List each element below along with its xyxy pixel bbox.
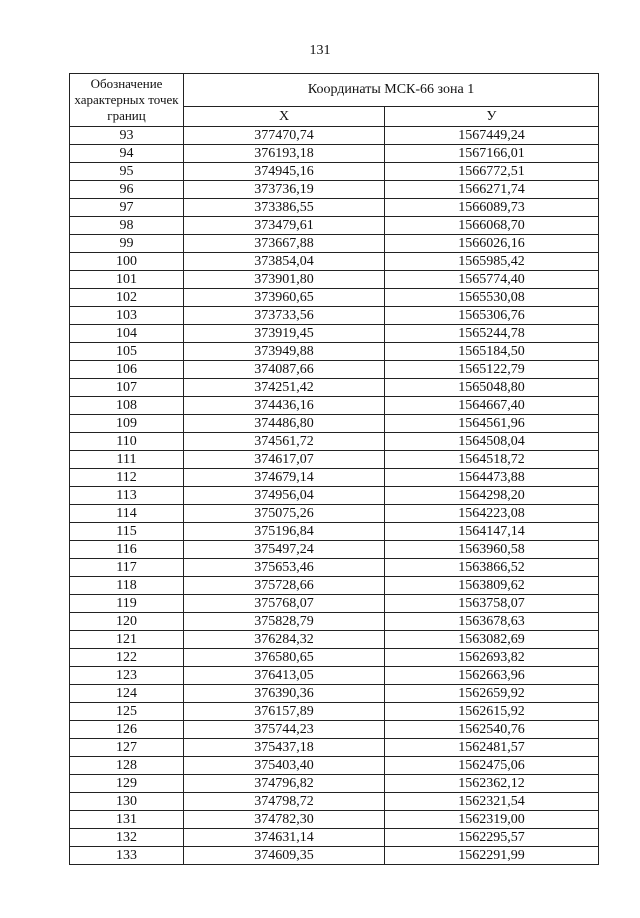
table-row bbox=[70, 829, 599, 847]
x-coordinate-cell: 373960,65 bbox=[184, 289, 385, 307]
y-coordinate-cell: 1564561,96 bbox=[385, 415, 599, 433]
table-row bbox=[70, 217, 599, 235]
y-coordinate-cell: 1562295,57 bbox=[385, 829, 599, 847]
x-coordinate-cell: 374782,30 bbox=[184, 811, 385, 829]
point-number-cell: 115 bbox=[70, 523, 184, 541]
table-row bbox=[70, 631, 599, 649]
y-coordinate-cell: 1562481,57 bbox=[385, 739, 599, 757]
y-coordinate-cell: 1565244,78 bbox=[385, 325, 599, 343]
point-number-cell: 123 bbox=[70, 667, 184, 685]
point-number-cell: 126 bbox=[70, 721, 184, 739]
y-coordinate-cell: 1565985,42 bbox=[385, 253, 599, 271]
x-coordinate-cell: 375196,84 bbox=[184, 523, 385, 541]
point-number-cell: 94 bbox=[70, 145, 184, 163]
y-coordinate-cell: 1562659,92 bbox=[385, 685, 599, 703]
y-coordinate-cell: 1562475,06 bbox=[385, 757, 599, 775]
y-coordinate-cell: 1567449,24 bbox=[385, 127, 599, 145]
table-row bbox=[70, 271, 599, 289]
table-row bbox=[70, 613, 599, 631]
x-coordinate-cell: 374087,66 bbox=[184, 361, 385, 379]
x-coordinate-cell: 374956,04 bbox=[184, 487, 385, 505]
x-coordinate-cell: 373736,19 bbox=[184, 181, 385, 199]
y-coordinate-cell: 1565306,76 bbox=[385, 307, 599, 325]
point-number-cell: 106 bbox=[70, 361, 184, 379]
table-row bbox=[70, 253, 599, 271]
point-number-cell: 93 bbox=[70, 127, 184, 145]
y-coordinate-cell: 1562693,82 bbox=[385, 649, 599, 667]
x-coordinate-cell: 374251,42 bbox=[184, 379, 385, 397]
point-number-cell: 113 bbox=[70, 487, 184, 505]
y-coordinate-cell: 1567166,01 bbox=[385, 145, 599, 163]
y-coordinate-cell: 1562540,76 bbox=[385, 721, 599, 739]
point-number-cell: 100 bbox=[70, 253, 184, 271]
y-coordinate-cell: 1562615,92 bbox=[385, 703, 599, 721]
x-coordinate-cell: 375828,79 bbox=[184, 613, 385, 631]
x-coordinate-cell: 374796,82 bbox=[184, 775, 385, 793]
table-row bbox=[70, 163, 599, 181]
y-coordinate-cell: 1566772,51 bbox=[385, 163, 599, 181]
x-coordinate-cell: 374945,16 bbox=[184, 163, 385, 181]
point-number-cell: 125 bbox=[70, 703, 184, 721]
y-coordinate-cell: 1566026,16 bbox=[385, 235, 599, 253]
point-number-cell: 130 bbox=[70, 793, 184, 811]
x-coordinate-cell: 374617,07 bbox=[184, 451, 385, 469]
x-coordinate-cell: 373733,56 bbox=[184, 307, 385, 325]
x-coordinate-cell: 375437,18 bbox=[184, 739, 385, 757]
table-row bbox=[70, 775, 599, 793]
y-coordinate-cell: 1562291,99 bbox=[385, 847, 599, 865]
y-coordinate-cell: 1565530,08 bbox=[385, 289, 599, 307]
table-row bbox=[70, 595, 599, 613]
y-coordinate-cell: 1566271,74 bbox=[385, 181, 599, 199]
y-coordinate-cell: 1565122,79 bbox=[385, 361, 599, 379]
y-coordinate-cell: 1562362,12 bbox=[385, 775, 599, 793]
table-row bbox=[70, 451, 599, 469]
table-row bbox=[70, 235, 599, 253]
table-body bbox=[70, 127, 599, 865]
table-row bbox=[70, 487, 599, 505]
table-row bbox=[70, 649, 599, 667]
x-coordinate-cell: 373854,04 bbox=[184, 253, 385, 271]
y-coordinate-cell: 1563678,63 bbox=[385, 613, 599, 631]
x-coordinate-cell: 375497,24 bbox=[184, 541, 385, 559]
y-coordinate-cell: 1564147,14 bbox=[385, 523, 599, 541]
x-coordinate-cell: 373901,80 bbox=[184, 271, 385, 289]
table-row bbox=[70, 667, 599, 685]
table-row bbox=[70, 145, 599, 163]
table-row bbox=[70, 847, 599, 865]
table-row bbox=[70, 307, 599, 325]
x-coordinate-cell: 375744,23 bbox=[184, 721, 385, 739]
table-row bbox=[70, 469, 599, 487]
point-number-cell: 97 bbox=[70, 199, 184, 217]
y-coordinate-cell: 1564667,40 bbox=[385, 397, 599, 415]
y-coordinate-cell: 1564473,88 bbox=[385, 469, 599, 487]
point-number-cell: 95 bbox=[70, 163, 184, 181]
x-coordinate-cell: 374561,72 bbox=[184, 433, 385, 451]
table-row bbox=[70, 739, 599, 757]
point-number-cell: 119 bbox=[70, 595, 184, 613]
point-number-cell: 129 bbox=[70, 775, 184, 793]
table-row bbox=[70, 199, 599, 217]
point-number-cell: 116 bbox=[70, 541, 184, 559]
point-label-header: Обозначение характерных точек границ bbox=[70, 74, 184, 127]
point-number-cell: 99 bbox=[70, 235, 184, 253]
point-number-cell: 111 bbox=[70, 451, 184, 469]
point-number-cell: 101 bbox=[70, 271, 184, 289]
x-coordinate-cell: 373667,88 bbox=[184, 235, 385, 253]
x-coordinate-cell: 373919,45 bbox=[184, 325, 385, 343]
point-number-cell: 124 bbox=[70, 685, 184, 703]
table-row bbox=[70, 793, 599, 811]
table-row bbox=[70, 361, 599, 379]
y-coordinate-cell: 1562321,54 bbox=[385, 793, 599, 811]
y-coordinate-cell: 1564518,72 bbox=[385, 451, 599, 469]
table-row bbox=[70, 721, 599, 739]
x-coordinate-cell: 374486,80 bbox=[184, 415, 385, 433]
point-number-cell: 114 bbox=[70, 505, 184, 523]
table-row bbox=[70, 127, 599, 145]
y-column-header: У bbox=[385, 107, 599, 127]
table-row bbox=[70, 703, 599, 721]
point-number-cell: 122 bbox=[70, 649, 184, 667]
x-coordinate-cell: 376157,89 bbox=[184, 703, 385, 721]
x-coordinate-cell: 373479,61 bbox=[184, 217, 385, 235]
x-coordinate-cell: 376390,36 bbox=[184, 685, 385, 703]
y-coordinate-cell: 1563809,62 bbox=[385, 577, 599, 595]
table-row bbox=[70, 289, 599, 307]
y-coordinate-cell: 1563082,69 bbox=[385, 631, 599, 649]
point-number-cell: 96 bbox=[70, 181, 184, 199]
coordinates-table bbox=[69, 73, 599, 865]
table-row bbox=[70, 577, 599, 595]
x-coordinate-cell: 375403,40 bbox=[184, 757, 385, 775]
point-number-cell: 107 bbox=[70, 379, 184, 397]
x-coordinate-cell: 374436,16 bbox=[184, 397, 385, 415]
point-number-cell: 132 bbox=[70, 829, 184, 847]
point-number-cell: 108 bbox=[70, 397, 184, 415]
point-number-cell: 118 bbox=[70, 577, 184, 595]
x-coordinate-cell: 375075,26 bbox=[184, 505, 385, 523]
y-coordinate-cell: 1566068,70 bbox=[385, 217, 599, 235]
point-number-cell: 109 bbox=[70, 415, 184, 433]
point-number-cell: 133 bbox=[70, 847, 184, 865]
point-number-cell: 102 bbox=[70, 289, 184, 307]
table-row bbox=[70, 415, 599, 433]
table-row bbox=[70, 397, 599, 415]
table-row bbox=[70, 685, 599, 703]
y-coordinate-cell: 1566089,73 bbox=[385, 199, 599, 217]
x-coordinate-cell: 375653,46 bbox=[184, 559, 385, 577]
y-coordinate-cell: 1562319,00 bbox=[385, 811, 599, 829]
y-coordinate-cell: 1565184,50 bbox=[385, 343, 599, 361]
x-coordinate-cell: 374631,14 bbox=[184, 829, 385, 847]
x-coordinate-cell: 376193,18 bbox=[184, 145, 385, 163]
table-row bbox=[70, 505, 599, 523]
point-number-cell: 104 bbox=[70, 325, 184, 343]
coords-group-header: Координаты МСК-66 зона 1 bbox=[184, 74, 599, 107]
table-row bbox=[70, 181, 599, 199]
y-coordinate-cell: 1563960,58 bbox=[385, 541, 599, 559]
point-number-cell: 105 bbox=[70, 343, 184, 361]
table-row bbox=[70, 343, 599, 361]
x-coordinate-cell: 376413,05 bbox=[184, 667, 385, 685]
y-coordinate-cell: 1565048,80 bbox=[385, 379, 599, 397]
table-row bbox=[70, 325, 599, 343]
x-coordinate-cell: 377470,74 bbox=[184, 127, 385, 145]
point-number-cell: 127 bbox=[70, 739, 184, 757]
x-coordinate-cell: 373386,55 bbox=[184, 199, 385, 217]
x-column-header: Х bbox=[184, 107, 385, 127]
point-number-cell: 131 bbox=[70, 811, 184, 829]
y-coordinate-cell: 1563758,07 bbox=[385, 595, 599, 613]
x-coordinate-cell: 375768,07 bbox=[184, 595, 385, 613]
page-number: 131 bbox=[309, 43, 331, 58]
point-number-cell: 110 bbox=[70, 433, 184, 451]
x-coordinate-cell: 374609,35 bbox=[184, 847, 385, 865]
x-coordinate-cell: 375728,66 bbox=[184, 577, 385, 595]
point-number-cell: 103 bbox=[70, 307, 184, 325]
point-number-cell: 98 bbox=[70, 217, 184, 235]
x-coordinate-cell: 374798,72 bbox=[184, 793, 385, 811]
point-number-cell: 112 bbox=[70, 469, 184, 487]
table-header bbox=[70, 74, 599, 127]
x-coordinate-cell: 376284,32 bbox=[184, 631, 385, 649]
table-row bbox=[70, 541, 599, 559]
y-coordinate-cell: 1564508,04 bbox=[385, 433, 599, 451]
point-number-cell: 117 bbox=[70, 559, 184, 577]
point-number-cell: 120 bbox=[70, 613, 184, 631]
table-row bbox=[70, 433, 599, 451]
point-number-cell: 128 bbox=[70, 757, 184, 775]
table-row bbox=[70, 559, 599, 577]
x-coordinate-cell: 376580,65 bbox=[184, 649, 385, 667]
y-coordinate-cell: 1564223,08 bbox=[385, 505, 599, 523]
y-coordinate-cell: 1563866,52 bbox=[385, 559, 599, 577]
table-row bbox=[70, 523, 599, 541]
x-coordinate-cell: 373949,88 bbox=[184, 343, 385, 361]
table-row bbox=[70, 811, 599, 829]
table-row bbox=[70, 379, 599, 397]
y-coordinate-cell: 1565774,40 bbox=[385, 271, 599, 289]
table-row bbox=[70, 757, 599, 775]
y-coordinate-cell: 1564298,20 bbox=[385, 487, 599, 505]
x-coordinate-cell: 374679,14 bbox=[184, 469, 385, 487]
point-number-cell: 121 bbox=[70, 631, 184, 649]
y-coordinate-cell: 1562663,96 bbox=[385, 667, 599, 685]
